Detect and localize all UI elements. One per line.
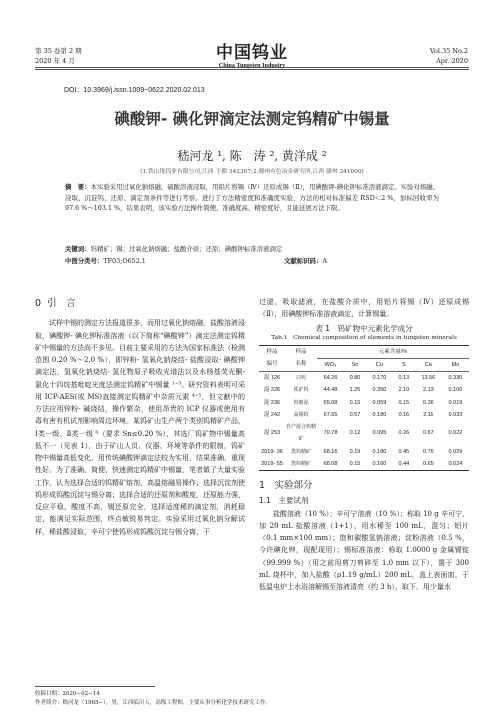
- table-cell: 13.56: [421, 375, 436, 381]
- table-cell: 混 242: [263, 411, 281, 418]
- reagents-paragraph: 盐酸溶液（10 %）；辛可宁溶液（10 %）；称取 10 g 辛可宁，加 20 mL 盐酸溶液（1+1），用水稀至 100 mL，混匀；铝片（0.1 mm×100 mm）；饱和碳酸氢钠溶液；淀粉溶液（0.5 %，今许碘化钾，现配现用）；锡标准溶液：称取 1.0000 g 金属锡锭（99.999 %）（用之前用剪刀剪碎至 1.0 mm 以下），置于 300 mL 烧杯中，加入盐酸（ρ1.19 g/mL）200 mL，盖上表面皿，于低温电炉上水浴溶解锡至溶液清亮（约 3 h），取下，用少量水: [259, 509, 469, 591]
- table-col-header: Cu: [366, 358, 393, 371]
- table-cell: 0.029: [448, 448, 463, 455]
- table-cell: 2.13: [422, 387, 434, 394]
- table-cell: 白钨: [295, 375, 306, 381]
- issue-date-en: Apr. 2020: [436, 57, 468, 65]
- section-heading-intro: [35, 298, 245, 310]
- table-cell: 67.65: [323, 411, 338, 418]
- table-cell: 混 226: [263, 387, 281, 394]
- table-cell: 0.45: [398, 448, 410, 455]
- classification: [65, 256, 146, 265]
- table-cell: 0.059: [372, 399, 387, 406]
- keywords: [65, 244, 439, 253]
- classification-code: TF03;O652.1: [103, 257, 146, 265]
- subsection-heading-reagents: 1.1 主要试剂: [259, 496, 309, 506]
- table-cell: 0.19: [349, 448, 361, 455]
- table-cell: 混 236: [263, 399, 281, 406]
- volume: 第 35 卷第 2 期: [35, 47, 82, 55]
- keywords-text: 钨精矿；锡；过氧化钠熔融；盐酸介质；还原；碘酸钾标准溶液滴定: [90, 245, 283, 253]
- composition-table: [259, 345, 469, 472]
- table-cell: 黑钨精矿: [290, 448, 311, 455]
- table-cell: 0.180: [372, 448, 387, 455]
- table-cell: 0.80: [349, 375, 361, 381]
- document-code: [284, 256, 327, 265]
- table-cell: 混 253: [263, 430, 281, 437]
- table-cell: 44.48: [323, 387, 338, 394]
- table-cell: 0.15: [398, 399, 410, 406]
- left-column: [35, 298, 245, 538]
- table-title: 表 1 钨矿物中元素化学成分: [315, 323, 413, 333]
- document-code-value: A: [322, 257, 327, 265]
- table-cell: 0.170: [372, 375, 387, 381]
- table-cell: 0.67: [422, 430, 434, 437]
- table-cell: 0.024: [448, 460, 463, 467]
- table-row: [259, 397, 469, 409]
- table-cell: 黑钨精矿: [290, 460, 311, 467]
- table-cell: 0.033: [448, 411, 463, 418]
- table-cell: 0.022: [448, 430, 463, 437]
- paper-title: 碘酸钾- 碘化钾滴定法测定钨精矿中锡量: [114, 110, 390, 128]
- table-cell: 0.350: [372, 387, 387, 394]
- footnote: [35, 690, 271, 708]
- issue-date: 2020 年 4 月: [35, 57, 75, 65]
- table-cell: 0.100: [448, 387, 463, 394]
- table-cell: 混 126: [263, 375, 281, 381]
- table-cell: 0.15: [349, 460, 361, 467]
- table-cell: 0.180: [372, 411, 387, 418]
- table-cell: 0.36: [422, 399, 434, 406]
- table-cell: 0.13: [398, 375, 410, 381]
- authors: 嵇河龙 ¹, 陈 涛 ², 黄洋成 ²: [177, 149, 327, 163]
- table-row: [259, 446, 469, 458]
- table-col-header: Mo: [442, 358, 469, 371]
- table-cell: 68.08: [323, 460, 338, 467]
- section-heading-experiment: 1 实验部分: [259, 480, 313, 491]
- table-col-header: Ca: [415, 358, 442, 371]
- classification-label: 中图分类号：: [65, 257, 104, 265]
- table-head-group: 元素含量/%: [317, 345, 469, 358]
- table-cell: 2019- 55: [261, 460, 283, 467]
- journal-name-en: China Tungsten Industry: [218, 62, 286, 69]
- abstract: [65, 182, 439, 214]
- table-cell: 高锡钨: [293, 411, 309, 418]
- table-col-header: WO₃: [317, 358, 344, 371]
- table-cell: 2019- 36: [261, 448, 283, 455]
- journal-logo: 中国钨业: [216, 43, 288, 63]
- intro-continued: 过滤，吸取滤液，在盐酸介质中，用铝片将锡（Ⅳ）还原成锡（Ⅱ），用碘酸钾标准溶液滴定，计算锡量。: [259, 298, 469, 319]
- table-head-id: 样品 编号: [259, 345, 285, 372]
- table-row: [259, 372, 469, 385]
- table-cell: 0.15: [349, 399, 361, 406]
- table-cell: 0.16: [398, 411, 410, 418]
- table-row: [259, 384, 469, 396]
- table-cell: 1.25: [349, 387, 361, 394]
- table-col-header: S: [393, 358, 415, 371]
- table-row: [259, 458, 469, 471]
- table-cell: 64.26: [323, 375, 338, 381]
- table-cell: 0.095: [372, 430, 387, 437]
- document-code-label: 文献标识码：: [284, 257, 323, 265]
- header-rule: [35, 67, 469, 68]
- table-col-header: Sn: [344, 358, 366, 371]
- table-cell: 0.26: [398, 430, 410, 437]
- table-cell: 自产混合钨精矿: [286, 424, 317, 443]
- abstract-text: 本实验采用过氧化钠熔融，硫酸溶液浸取，用铝片将锡（Ⅳ）还原成锡（Ⅱ），用碘酸钾-碘化钾标准溶液滴定。实验对熔融、浸取、沉淀钨、还原、滴定剂条件等进行考察。进行了方法精密度和准确度实验，方法的相对标准偏差 RSD＜2 %，加标回收率为 97.6 %～103.1 %，结果表明，该实验方法操作简便、准确度高、精密度好，且能延展方法下限。: [65, 183, 440, 212]
- table-cell: 65.08: [323, 399, 338, 406]
- table-cell: 0.44: [398, 460, 410, 467]
- issue-info-en: [430, 46, 468, 66]
- table-cell: 钨细泥: [293, 399, 309, 406]
- table-cell: 0.160: [372, 460, 387, 467]
- table-row: [259, 421, 469, 446]
- section-number: 0: [35, 298, 42, 309]
- doi: DOI：10.3969/j.issn.1009−0622.2020.02.013: [64, 87, 205, 94]
- table-head-name: 样品 名称: [285, 345, 317, 372]
- table-row: [259, 409, 469, 421]
- table-cell: 0.019: [448, 399, 463, 406]
- keywords-label: 关键词：: [65, 245, 91, 253]
- section-title: 引 言: [47, 298, 76, 309]
- table-cell: 2.11: [423, 411, 434, 418]
- table-cell: 0.76: [422, 448, 434, 455]
- intro-paragraph: 试样中锡的测定方法报道很多，而用过氧化钠熔融，盐酸溶液浸取，碘酸钾- 碘化钾标准溶液（以下简称“碘酸钾”）滴定法测定钨精矿中锡量的方法尚不多见。目前主要采用的方法为国家标准法（检测范围 0.20 %～2.0 %），即锌粉- 氢氧化钠烧结- 盐酸浸取- 碘酸钾滴定法，氢氧化钠烧结- 氢化物原子吸收光谱法以及水杨基荧光酮- 氯化十四烷基吡啶光度法测定钨精矿中锡量 ¹⁻³。研究资料表明可采用 ICP-AES(或 MS)直接测定钨精矿中杂质元素 ⁴⁻⁵，但文献中的方法应用锌粉- 碱烧结，操作繁杂，使用昂贵的 ICP 仪器或使用有毒有害有机试剂影响周边环境。某钨矿山生产两个类别钨精矿产品，Ⅰ类一级、Ⅱ类一级 ⁶（要求 Sn≤0.20 %），其选厂钨矿物中锡量高低不一（见表 1），由于矿山人员、仪器、环境等条件的限制，钨矿物中锡量高低变化，用传统碘酸钾滴定法较为实用，结果准确，重现性好。为了准确、简便、快速测定钨精矿中锡量，笔者做了大量实验工作，认为选择合适的钨精矿熔剂，高温熔融易操作；选择沉淀剂使钨形成钨酸沉淀与锡分离；选择合适的还原剂和酸度，还原能力强，反应平稳，酸度不高，锡还原完全，选择适度稀的滴定剂，消耗稳定，能满足实际范围，终点敏锐易判定。实验采用过氧化钠分解试样，稀盐酸浸取，辛可宁使钨形成钨酸沉淀与锡分离，干: [35, 319, 245, 536]
- abstract-label: 摘 要：: [65, 183, 91, 191]
- volume-en: Vol.35 No.2: [429, 47, 468, 55]
- table-cell: 0.65: [422, 460, 434, 467]
- table-title-en: Tab.1 Chemical composition of elements in tungsten minerals: [271, 334, 457, 341]
- affiliation: (1.铁山垅钨业有限公司,江西 于都 342307;2.赣州有色冶金研究所,江西 赣州 341000): [140, 169, 364, 175]
- received-date: 收稿日期：2020−02−14: [35, 691, 100, 697]
- footnote-rule: [35, 686, 155, 687]
- table-cell: 0.330: [448, 375, 463, 381]
- table-cell: 68.16: [323, 448, 338, 455]
- right-column: [259, 296, 469, 593]
- table-cell: 70.78: [323, 430, 338, 437]
- header-rule-2: [35, 69, 469, 70]
- table-cell: 0.57: [349, 411, 361, 418]
- author-bio: 作者简介：嵇河龙（1965−），男，江西临川人，高级工程师，主要从事分析化学技术研究工作。: [35, 700, 271, 706]
- table-cell: 0.12: [349, 430, 361, 437]
- table-cell: 铁矿钨: [293, 387, 309, 394]
- table-cell: 2.10: [398, 387, 410, 394]
